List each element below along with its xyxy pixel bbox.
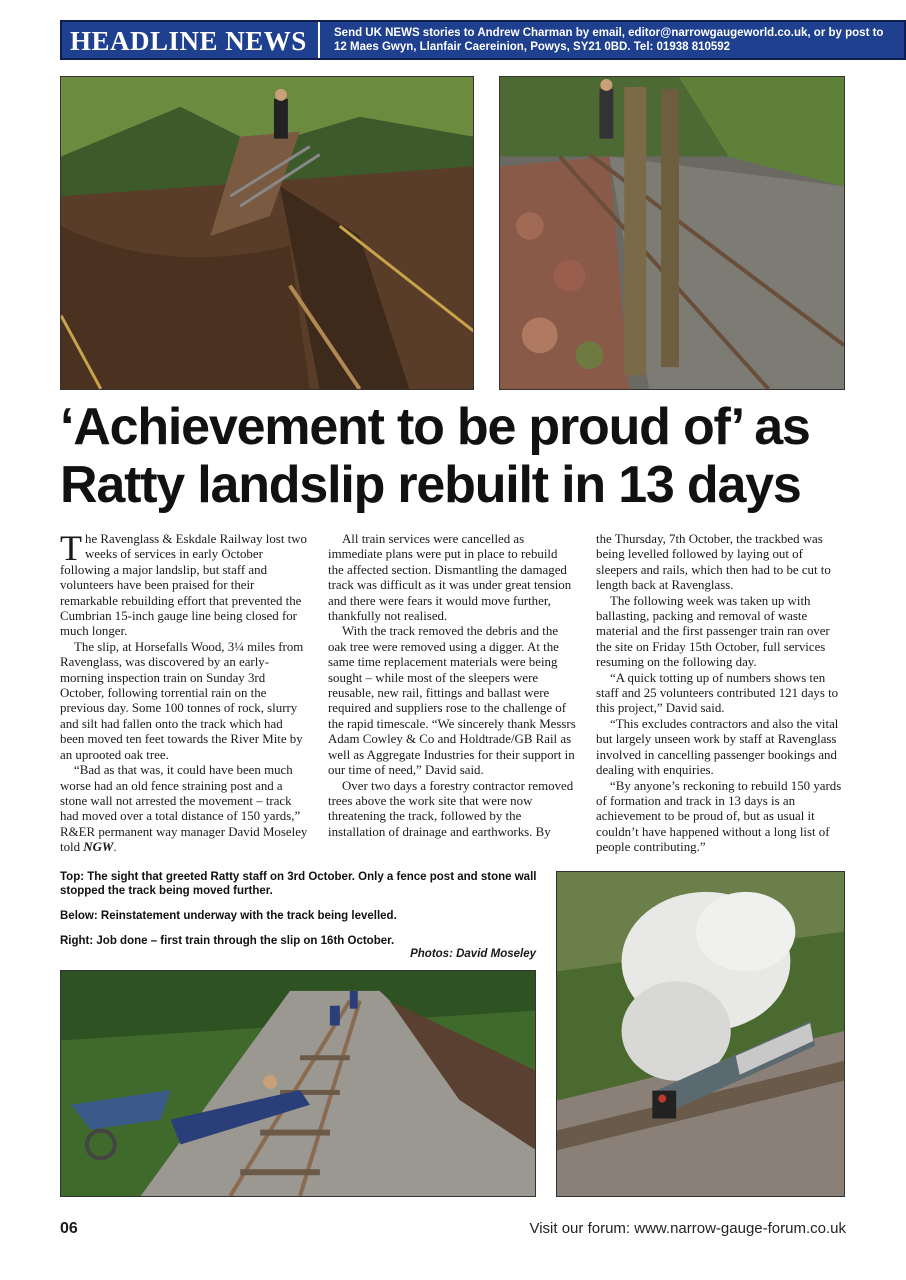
page-number: 06 [60, 1220, 78, 1237]
photo-credit: Photos: David Moseley [410, 948, 536, 960]
article-headline: ‘Achievement to be proud of’ as Ratty landslip rebuilt in 13 days [60, 398, 810, 514]
drop-cap: T [60, 528, 82, 568]
caption-below: Below: Reinstatement underway with the track being levelled. [60, 910, 397, 922]
photo-track-levelling [60, 970, 536, 1197]
photo-landslip [60, 76, 474, 390]
article-column-1 [60, 528, 308, 856]
paragraph: “Bad as that was, it could have been much worse had an old fence straining post and a stone wall not arrested the movement – track had moved over a total distance of 150 yards,” R&ER permanent way manager David Moseley told NGW. [60, 763, 308, 855]
contact-info: Send UK NEWS stories to Andrew Charman by email, editor@narrowgaugeworld.co.uk, or by post to 12 Maes Gwyn, Llanfair Caereinion, Powys, SY21 0BD. Tel: 01938 810592 [334, 27, 884, 53]
paragraph: the Thursday, 7th October, the trackbed was being levelled followed by laying out of sleepers and rails, which then had to be cut to length back at Ravenglass. [596, 532, 831, 593]
paragraph: “A quick totting up of numbers shows ten staff and 25 volunteers contributed 121 days to this project,” David said. [596, 670, 839, 716]
paragraph: The Ravenglass & Eskdale Railway lost two weeks of services in early October following a major landslip, but staff and volunteers have been praised for their remarkable rebuilding effort that prevented the Cumbrian 15-inch gauge line being closed for much longer. [60, 528, 307, 639]
paragraph: With the track removed the debris and the oak tree were removed using a digger. At the same time replacement materials were being sought – while most of the sleepers were reusable, new rail, fittings and ballast were required and suppliers rose to the challenge of the rapid timescale. “We sincerely thank Messrs Adam Cowley & Co and Holdtrade/GB Rail as well as Aggregate Industries for their support in our time of need,” David said. [328, 624, 576, 778]
photo-first-train [556, 871, 845, 1197]
caption-top: Top: The sight that greeted Ratty staff on 3rd October. Only a fence post and stone wall stopped the track being moved further. [60, 871, 537, 897]
article-column-3 [596, 532, 844, 856]
publication-abbrev: NGW [83, 840, 114, 855]
paragraph: “This excludes contractors and also the vital but largely unseen work by staff at Ravenglass involved in cancelling passenger bookings and dealing with enquiries. [596, 716, 839, 778]
paragraph: Over two days a forestry contractor removed trees above the work site that were now threatening the track, followed by the installation of drainage and earthworks. By [328, 778, 574, 839]
section-title: HEADLINE NEWS [70, 26, 307, 56]
paragraph: All train services were cancelled as immediate plans were put in place to rebuild the affected section. Dismantling the damaged track was difficult as it was under great tension and there were fears it would move further, thankfully not realised. [328, 532, 572, 624]
paragraph: “By anyone’s reckoning to rebuild 150 yards of formation and track in 13 days is an achievement to be proud of, but as usual it couldn’t have happened without a long list of people contributing.” [596, 778, 842, 855]
paragraph: The slip, at Horsefalls Wood, 3¼ miles from Ravenglass, was discovered by an early-morning inspection train on Sunday 3rd October, following torrential rain on the previous day. Some 100 tonnes of rock, slurry and silt had fallen onto the track which had been moved ten feet towards the River Mite by an uprooted oak tree. [60, 639, 304, 762]
banner-divider [318, 22, 320, 58]
photo-fence-post [499, 76, 845, 390]
paragraph: The following week was taken up with ballasting, packing and removal of waste material and the first passenger train ran over the site on Friday 15th October, full services resuming on the following day. [596, 593, 830, 670]
headline-news-banner [60, 20, 906, 60]
caption-right: Right: Job done – first train through the slip on 16th October. [60, 935, 395, 947]
forum-link[interactable]: Visit our forum: www.narrow-gauge-forum.co.uk [529, 1220, 846, 1237]
article-column-2 [328, 532, 576, 840]
